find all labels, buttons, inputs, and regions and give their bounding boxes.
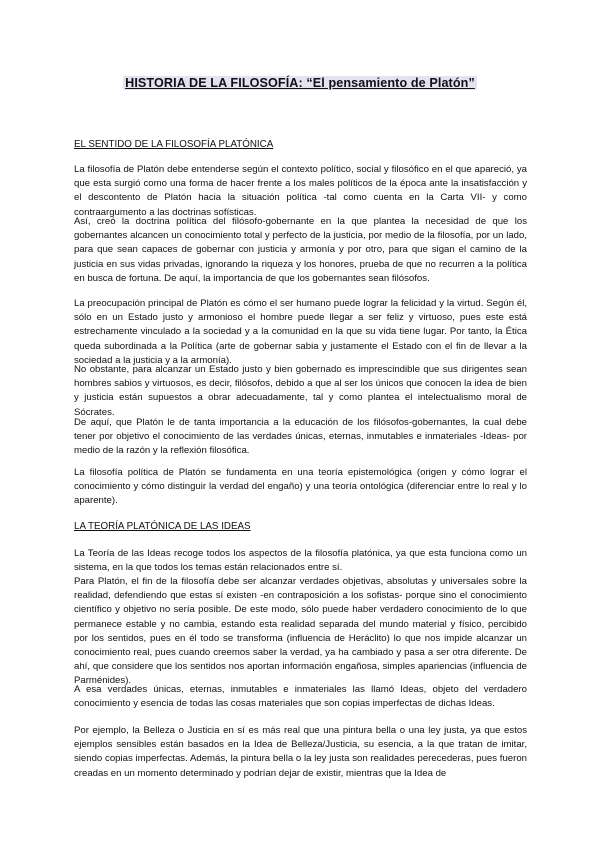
paragraph: Por ejemplo, la Belleza o Justicia en sí es más real que una pintura bella o una ley justa, ya que estos ejemplos sensibles están basados en la Idea de Belleza/Justicia, su esencia, a la que tratan de imitar, siendo copias imperfectas. Además, la pintura bella o la ley justa son realidades perecederas, pues fueron creadas en un momento determinado y podrían dejar de existir, mientras que la Idea de: [74, 725, 527, 779]
paragraph: A esa verdades únicas, eternas, inmutables e inmateriales las llamó Ideas, objeto del verdadero conocimiento y esencia de todas las cosas materiales que son copias imperfectas de dichas Ideas.: [74, 684, 527, 710]
paragraph: La filosofía política de Platón se fundamenta en una teoría epistemológica (origen y cómo lograr el conocimiento y cómo distinguir la verdad del engaño) y una teoría ontológica (diferenciar entre lo real y lo aparente).: [74, 467, 527, 507]
section-heading-sentido: EL SENTIDO DE LA FILOSOFÍA PLATÓNICA: [74, 139, 274, 150]
paragraph: Para Platón, el fin de la filosofía debe ser alcanzar verdades objetivas, absolutas y universales sobre la realidad, defendiendo que estas sí existen -en contraposición a los sofistas- porque sino el conocimiento científico y objetivo no sería posible. De este modo, sólo puede haber verdadero conocimiento de lo que permanece estable y no cambia, estando esta realidad separada del mundo material y físico, percibido por los sentidos, pues en él todo se transforma (influencia de Heráclito) lo que nos impide alcanzar un conocimiento real, pues cuando creemos saber la verdad, ya ha cambiado y pasa a ser otra diferente. De ahí, que considere que los sentidos nos aportan información engañosa, simples apariencias (influencia de Parménides).: [74, 576, 527, 687]
paragraph: La Teoría de las Ideas recoge todos los aspectos de la filosofía platónica, ya que esta funciona como un sistema, en la que todos los temas están relacionados entre sí.: [74, 548, 527, 574]
document-title-text: HISTORIA DE LA FILOSOFÍA: “El pensamiento de Platón”: [125, 76, 475, 90]
paragraph: La preocupación principal de Platón es cómo el ser humano puede lograr la felicidad y la virtud. Según él, sólo en un Estado justo y armonioso el hombre puede llegar a ser feliz y virtuoso, pues este está estrechamente vinculado a la sociedad y a la comunidad en la que su vida tiene lugar. Por tanto, la Ética queda subordinada a la Política (arte de gobernar sabia y justamente el Estado con el fin de llevar a la sociedad a la justicia y a la armonía).: [74, 298, 527, 366]
paragraph: No obstante, para alcanzar un Estado justo y bien gobernado es imprescindible que sus dirigentes sean hombres sabios y virtuosos, es decir, filósofos, debido a que al ser los únicos que conocen la idea de bien y justicia están supuestos a obrar adecuadamente, tal y como plantea el intelectualismo moral de Sócrates.: [74, 364, 527, 418]
section-heading-teoria-ideas: LA TEORÍA PLATÓNICA DE LAS IDEAS: [74, 521, 251, 532]
paragraph: De aquí, que Platón le de tanta importancia a la educación de los filósofos-gobernantes, la cual debe tener por objetivo el conocimiento de las verdades únicas, eternas, inmutables e inmateriales -Ideas- por medio de la razón y la reflexión filosófica.: [74, 417, 527, 457]
paragraph: Así, creó la doctrina política del filósofo-gobernante en la que plantea la necesidad de que los gobernantes alcancen un conocimiento total y perfecto de la justicia, por medio de la filosofía, por un lado, para que sean capaces de gobernar con justicia y armonía y por otro, para que sigan el camino de la justicia en sus vidas privadas, ignorando la riqueza y los honores, prueba de que no recurren a la política en busca de fortuna. De aquí, la importancia de que los gobernantes sean filósofos.: [74, 216, 527, 284]
document-title: [0, 76, 600, 90]
paragraph: La filosofía de Platón debe entenderse según el contexto político, social y filosófico en el que apareció, ya que esta surgió como una forma de hacer frente a los males políticos de la época ante la insatisfacción y el descontento de Platón hacia la situación política -tal como cuenta en la Carta VII- y como contraargumento a las doctrinas sofísticas.: [74, 164, 527, 218]
